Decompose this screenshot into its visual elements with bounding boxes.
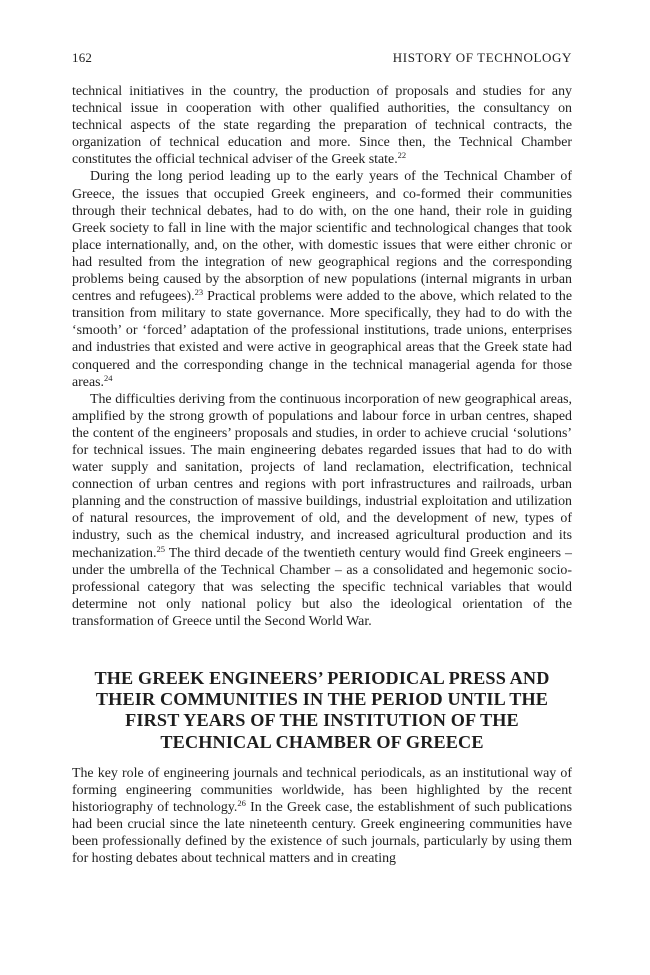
paragraph-1 (72, 83, 572, 168)
paragraph-text: Practical problems were added to the above, which related to the transition from military to state governance. More specifically, they had to do with the ‘smooth’ or ‘forced’ adaptation of the professional institutions, trade unions, enterprises and industries that existed and were active in geographical areas that the Greek state had conquered and the corresponding change in the technical managerial agenda for those areas. (72, 289, 572, 390)
footnote-ref-22[interactable]: 22 (397, 150, 407, 161)
paragraph-2 (72, 168, 572, 390)
paragraph-text: In the Greek case, the establishment of such publications had been crucial since the late nineteenth century. Greek engineering communities have been professionally defined by the existence of such journals, particularly by using them for hosting debates about technical matters and in creating (72, 800, 573, 867)
paragraph-text: The difficulties deriving from the continuous incorporation of new geographical areas, amplified by the strong growth of populations and labour force in urban centres, shaped the content of the engineers’ proposals and studies, in order to achieve crucial ‘solutions’ for technical issues. The main engineering debates regarded issues that had to do with water supply and sanitation, projects of land reclamation, electrification, technical connection of urban centres and regions with port infrastructures and railroads, urban planning and the construction of massive buildings, industrial exploitation and utilization of natural resources, the improvement of old, and the development of new, types of industry, such as the chemical industry, and increased agricultural production and its mechanization. (72, 391, 572, 561)
page-number: 162 (72, 50, 93, 65)
page-body (72, 83, 572, 867)
paragraph-text: technical initiatives in the country, the production of proposals and studies for any technical issue in cooperation with other qualified authorities, the consultancy on technical aspects of the state regarding the preparation of technical contracts, the organization of technical education and more. Since then, the Technical Chamber constitutes the official technical adviser of the Greek state. (72, 84, 572, 168)
paragraph-text: The third decade of the twentieth century would find Greek engineers – under the umbrella of the Technical Chamber – as a consolidated and hegemonic socio-professional category that was selecting the specific technical variables that would determine not only national policy but also the ideological orientation of the transformation of Greece until the Second World War. (72, 545, 572, 629)
footnote-ref-25[interactable]: 25 (156, 543, 165, 554)
footnote-ref-26[interactable]: 26 (237, 798, 246, 808)
footnote-ref-24[interactable]: 24 (104, 372, 113, 383)
paragraph-text: The key role of engineering journals and technical periodicals, as an institutional way of forming engineering communities worldwide, has been highlighted by the recent historiography of technology. (72, 765, 572, 815)
section-paragraph (72, 765, 572, 868)
section-heading: THE GREEK ENGINEERS’ PERIODICAL PRESS AND THEIR COMMUNITIES IN THE PERIOD UNTIL THE FIRST YEARS OF THE INSTITUTION OF THE TECHNICAL CHAMBER OF GREECE (94, 668, 550, 752)
paragraph-text: During the long period leading up to the early years of the Technical Chamber of Greece, the issues that occupied Greek engineers, and co-formed their communities through their technical debates, had to do with, on the one hand, their role in guiding Greek society to fall in line with the major scientific and technological changes that took place internationally, and, on the other, with domestic issues that were either chronic or had resulted from the integration of new geographical regions and the corresponding problems being caused by the absorption of new populations (internal migrants in urban centres and refugees). (72, 169, 572, 305)
footnote-ref-23[interactable]: 23 (194, 287, 204, 298)
paragraph-3 (72, 391, 572, 630)
running-title: HISTORY OF TECHNOLOGY (392, 50, 572, 65)
running-head (72, 50, 572, 66)
